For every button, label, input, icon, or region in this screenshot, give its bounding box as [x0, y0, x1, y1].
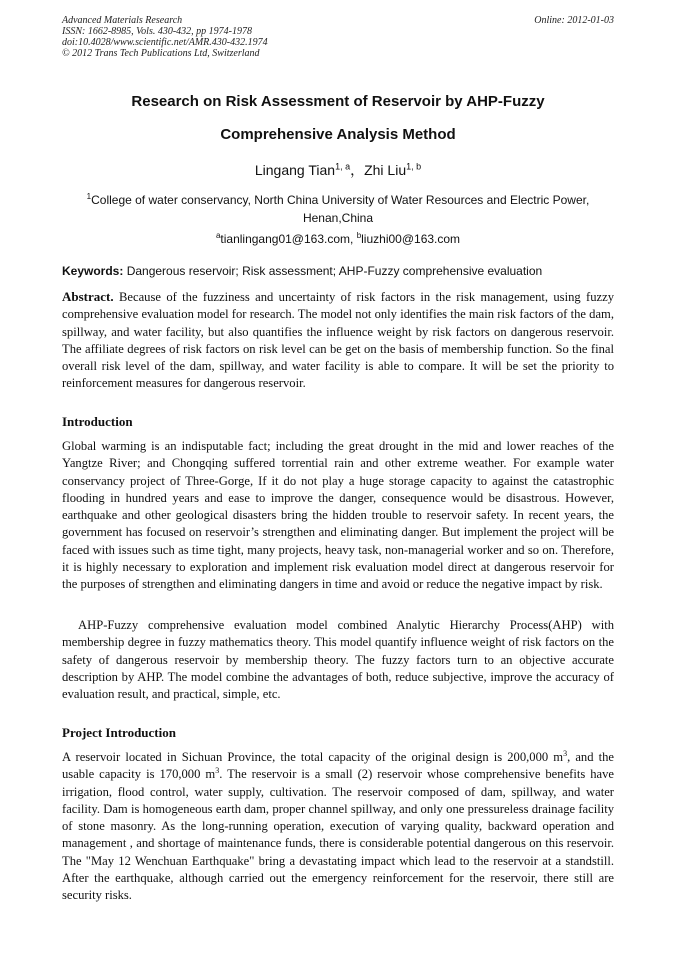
- affiliation: [62, 188, 614, 227]
- section-heading-introduction: Introduction: [62, 414, 133, 429]
- journal-name: Advanced Materials Research: [62, 15, 183, 26]
- section-heading-project-introduction: Project Introduction: [62, 725, 176, 740]
- author-emails: [62, 231, 614, 246]
- keywords-text: Dangerous reservoir; Risk assessment; AHP-Fuzzy comprehensive evaluation: [123, 264, 543, 278]
- abstract-text: Because of the fuzziness and uncertainty of risk factors in the risk management, using fuzzy comprehensive evaluation model for research. The model not only identifies the main risk factors of the dam, spillway, and water facility, but also quantifies the influence weight by risk factors on dangerous reservoir. The affiliate degrees of risk factors on risk level can be get on the basis of membership function. So the final overall risk level of the dam, spillway, and water facility is able to compare. It will be set the priority to reinforcement measures for dangerous reservoir.: [62, 290, 614, 391]
- superscript: 3: [215, 766, 220, 776]
- project-text: . The reservoir is a small (2) reservoir whose comprehensive benefits have irrigation, flood control, water supply, cultivation. The reservoir composed of dam, spillway, and water facility. Dam is homogeneous earth dam, proper channel spillway, and only one pressureless drainage facility of stone masonry. As the long-running operation, execution of varying quality, backward operation and management , and shortage of maintenance funds, there is considerable potential dangerous on this reservoir. The "May 12 Wenchuan Earthquake" bring a devastating impact which lead to the reservoir at a standstill. After the earthquake, although carried out the emergency reinforcement for the reservoir, there still are security risks.: [62, 767, 615, 903]
- online-date: Online: 2012-01-03: [534, 15, 614, 26]
- keywords-label: Keywords:: [62, 264, 124, 278]
- keywords: [62, 264, 614, 278]
- paper-title-line-2: Comprehensive Analysis Method: [220, 126, 456, 143]
- abstract-label: Abstract.: [62, 289, 114, 304]
- author-name: Lingang Tian: [254, 162, 336, 178]
- doi-line: doi:10.4028/www.scientific.net/AMR.430-432.1974: [62, 37, 268, 48]
- paper-title-line-1: Research on Risk Assessment of Reservoir by AHP-Fuzzy: [131, 93, 545, 110]
- email-mark: a: [215, 231, 221, 240]
- author-name: Zhi Liu: [364, 162, 407, 178]
- author-affiliation-mark: 1, b: [406, 161, 422, 172]
- project-paragraph: [62, 749, 614, 905]
- email-address[interactable]: tianlingang01@163.com,: [220, 232, 357, 246]
- author-separator: ，: [350, 162, 365, 178]
- author-list: [62, 160, 614, 180]
- issn-line: ISSN: 1662-8985, Vols. 430-432, pp 1974-1978: [62, 26, 252, 37]
- introduction-paragraph: AHP-Fuzzy comprehensive evaluation model combined Analytic Hierarchy Process(AHP) with membership degree in fuzzy mathematics theory. This model quantify influence weight of risk factors on the safety of dangerous reservoir by membership theory. The fuzzy factors turn to an objective accurate description by AHP. The model combine the advantages of both, reduce subjective, improve the accuracy of evaluation result, and practical, simple, etc.: [62, 618, 614, 702]
- affiliation-text: College of water conservancy, North China University of Water Resources and Electric Power, Henan,China: [91, 193, 590, 225]
- project-text: A reservoir located in Sichuan Province, the total capacity of the original design is 200,000 m: [62, 750, 564, 764]
- email-mark: b: [356, 231, 362, 240]
- abstract: [62, 288, 614, 393]
- introduction-paragraph: Global warming is an indisputable fact; including the great drought in the mid and lower reaches of the Yangtze River; and Chongqing suffered torrential rain and other extreme weather. For example water conservancy project of Three-Gorge, If it do not play a huge storage capacity to against the catastrophic flooding in hundred years and ease to improve the danger, consequence would be disastrous. However, earthquake and other geological disasters bring the hidden trouble to reservoir safety. In recent years, the government has focused on reservoir’s strengthen and eliminating danger. But implement the project will be faced with issues such as time tight, many projects, heavy task, non-managerial worker and so on. Therefore, it is highly necessary to exploration and implement risk evaluation model direct at dangerous reservoir for the purposes of strengthen and eliminating dangers in time and avoid or reduce the negative impact by risk.: [62, 439, 614, 592]
- project-text: , and the usable capacity is 170,000 m: [62, 750, 614, 782]
- copyright-line: © 2012 Trans Tech Publications Ltd, Switzerland: [62, 48, 260, 59]
- affiliation-mark: 1: [86, 192, 92, 201]
- email-address[interactable]: liuzhi00@163.com: [361, 232, 461, 246]
- author-affiliation-mark: 1, a: [335, 161, 351, 172]
- journal-header: [62, 15, 614, 59]
- superscript: 3: [563, 748, 568, 758]
